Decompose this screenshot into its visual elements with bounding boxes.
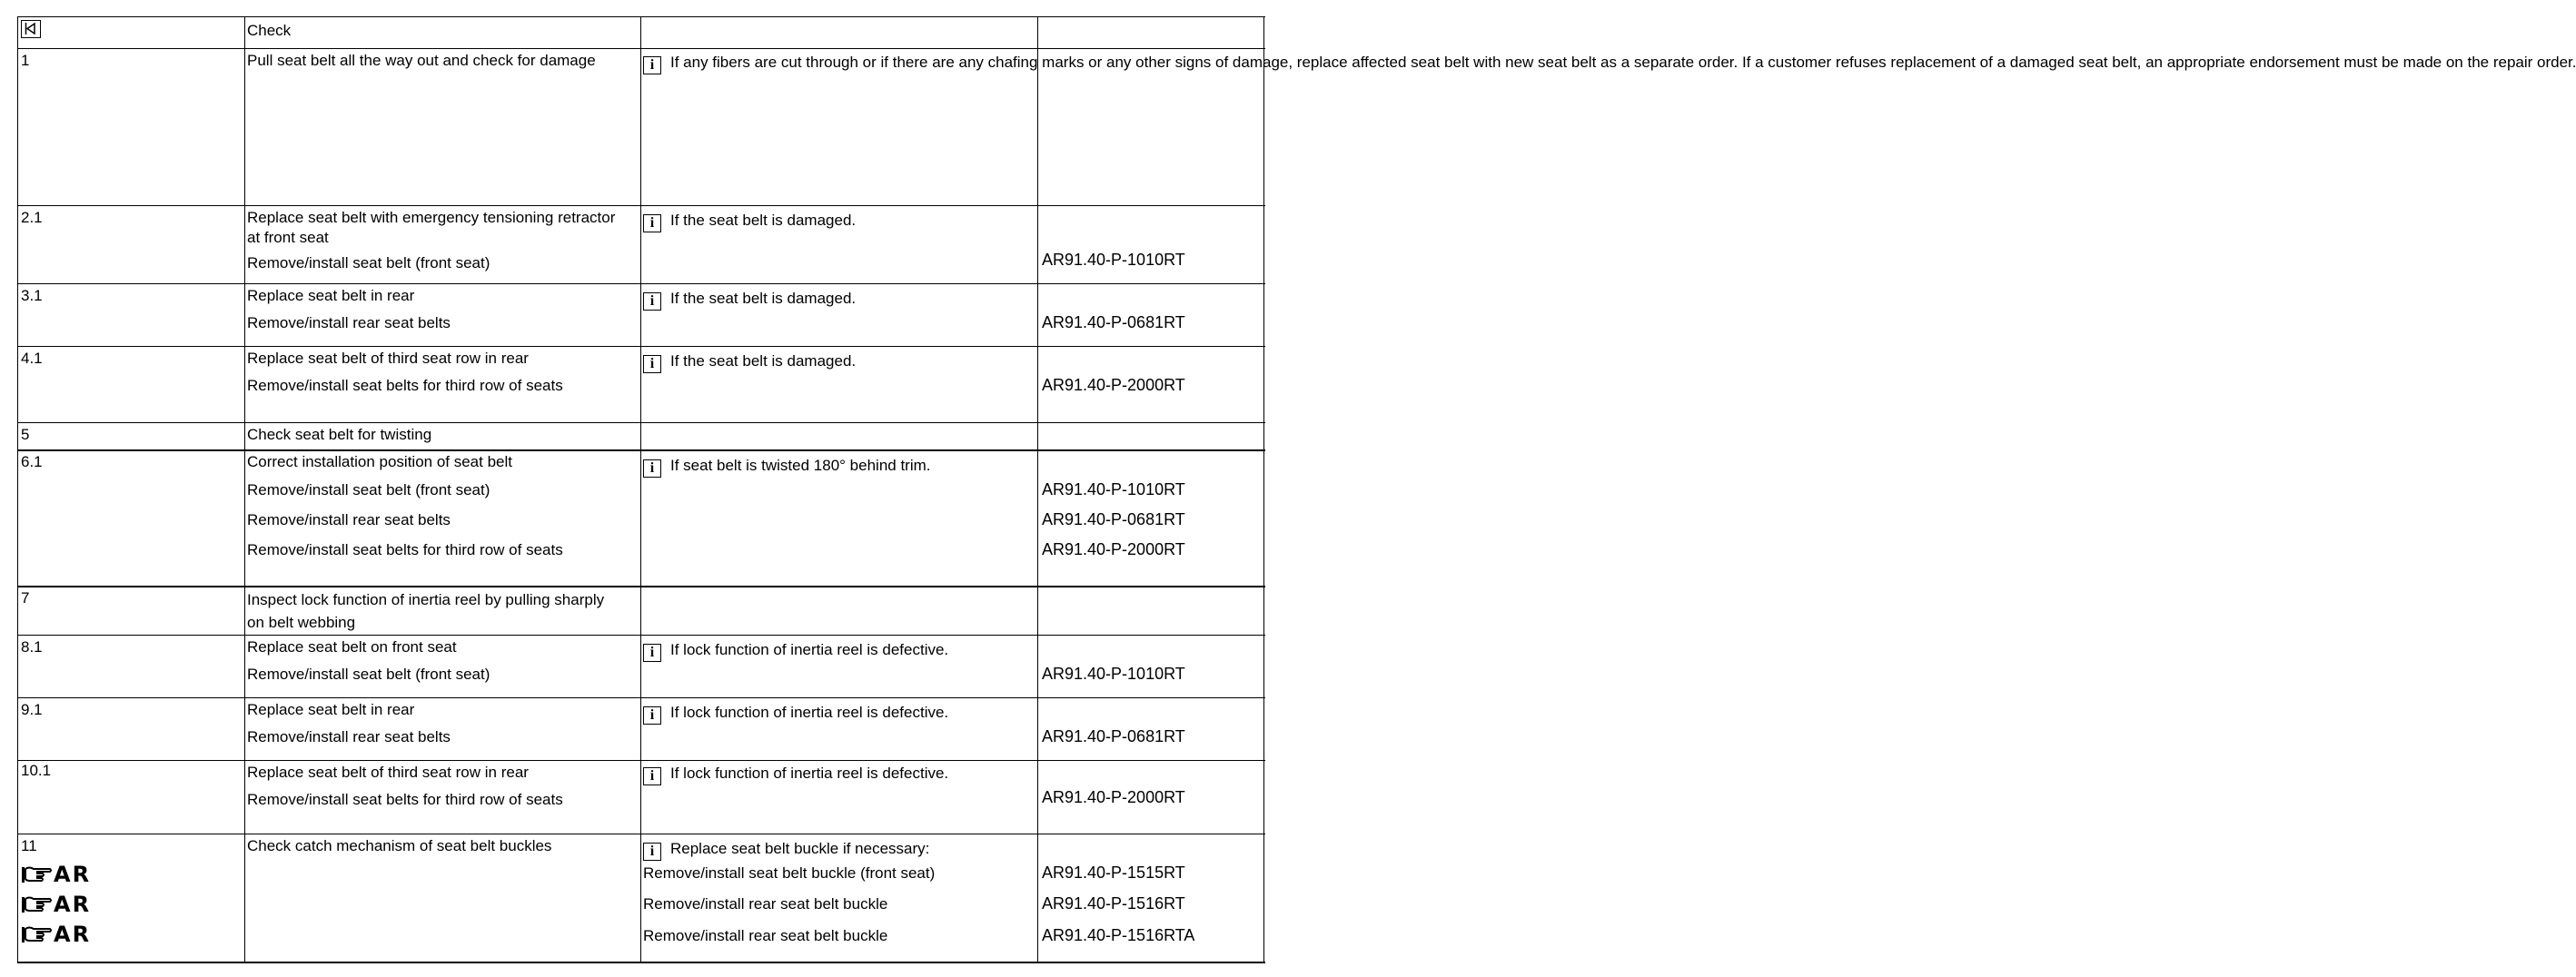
- table-border: [17, 962, 1265, 963]
- ar-reference-link[interactable]: AR91.40-P-0681RT: [1042, 727, 1185, 745]
- row-divider: [17, 697, 1265, 698]
- step-number: 9.1: [21, 701, 43, 718]
- step-text: Replace seat belt of third seat row in rear: [247, 350, 529, 367]
- sub-step-text: Remove/install rear seat belt buckle: [643, 895, 888, 913]
- note-text: Replace seat belt buckle if necessary:: [670, 840, 930, 857]
- step-text: Replace seat belt in rear: [247, 287, 415, 304]
- note-text: If the seat belt is damaged.: [670, 212, 857, 229]
- note-text: If seat belt is twisted 180° behind trim.: [670, 457, 931, 474]
- info-icon: i: [643, 706, 661, 725]
- ar-link[interactable]: [21, 893, 91, 916]
- sub-step-text: Remove/install seat belt buckle (front seat): [643, 864, 936, 882]
- step-number: 7: [21, 589, 30, 607]
- step-text: Check seat belt for twisting: [247, 426, 432, 443]
- row-divider: [17, 283, 1265, 284]
- row-divider: [17, 205, 1265, 206]
- step-number: 4.1: [21, 350, 43, 367]
- row-divider: [17, 16, 1265, 17]
- sub-step-text: Remove/install seat belt (front seat): [247, 254, 490, 271]
- pointing-hand-icon: [21, 864, 52, 884]
- row-divider: [17, 449, 1265, 451]
- note: [643, 53, 2576, 74]
- sub-step-text: Remove/install seat belt (front seat): [247, 666, 490, 683]
- note-text: If the seat belt is damaged.: [670, 352, 857, 370]
- step-text: Replace seat belt in rear: [247, 701, 415, 718]
- ar-label: AR: [54, 892, 92, 917]
- step-number: 1: [21, 52, 30, 69]
- step-text: Pull seat belt all the way out and check for damage: [247, 52, 596, 69]
- note: [643, 839, 929, 861]
- note: [643, 211, 856, 232]
- row-divider: [17, 760, 1265, 761]
- ar-label: AR: [54, 922, 92, 947]
- header-check: Check: [247, 22, 292, 39]
- sub-step-text: Remove/install seat belts for third row of seats: [247, 541, 563, 558]
- sub-step-text: Remove/install seat belt (front seat): [247, 481, 490, 498]
- sub-step-text: Remove/install rear seat belts: [247, 728, 451, 745]
- note: [643, 764, 948, 785]
- info-icon: i: [643, 644, 661, 662]
- sub-step-text: Remove/install seat belts for third row of seats: [247, 377, 563, 394]
- note: [643, 703, 948, 725]
- note-text: If any fibers are cut through or if there are any chafing marks or any other signs of damage, replace affected seat belt with new seat belt as a separate order. If a customer refuses replacement of a damaged seat belt, an appropriate endorsement must be made on the repair order.: [670, 54, 2576, 71]
- note-text: If lock function of inertia reel is defective.: [670, 641, 949, 658]
- ar-reference-link[interactable]: AR91.40-P-2000RT: [1042, 788, 1185, 806]
- step-number: 8.1: [21, 638, 43, 656]
- step-text: Inspect lock function of inertia reel by pulling sharply on belt webbing: [247, 591, 605, 631]
- step-number: 2.1: [21, 209, 43, 226]
- ar-reference-link[interactable]: AR91.40-P-2000RT: [1042, 540, 1185, 558]
- ar-link[interactable]: [21, 863, 91, 886]
- column-divider: [244, 16, 245, 963]
- step-text: Replace seat belt with emergency tensioning retractor at front seat: [247, 209, 616, 246]
- ar-reference-link[interactable]: AR91.40-P-2000RT: [1042, 376, 1185, 394]
- ar-reference-link[interactable]: AR91.40-P-0681RT: [1042, 510, 1185, 528]
- step-number: 11: [21, 837, 37, 854]
- step-text: Check catch mechanism of seat belt buckles: [247, 837, 552, 854]
- back-arrow-icon[interactable]: [21, 20, 41, 38]
- row-divider: [17, 48, 1265, 49]
- ar-label: AR: [54, 862, 92, 887]
- step-text: Replace seat belt on front seat: [247, 638, 457, 656]
- note: [643, 456, 931, 478]
- info-icon: i: [643, 56, 661, 74]
- note: [643, 351, 856, 373]
- row-divider: [17, 346, 1265, 347]
- row-divider: [17, 586, 1265, 587]
- pointing-hand-icon: [21, 924, 52, 944]
- note: [643, 640, 948, 662]
- sub-step-text: Remove/install seat belts for third row of seats: [247, 791, 563, 808]
- table-border: [1263, 16, 1264, 963]
- info-icon: i: [643, 292, 661, 311]
- ar-link[interactable]: [21, 923, 91, 946]
- note: [643, 289, 856, 311]
- pointing-hand-icon: [21, 894, 52, 914]
- ar-reference-link[interactable]: AR91.40-P-1516RTA: [1042, 926, 1195, 944]
- step-number: 6.1: [21, 453, 43, 470]
- step-number: 10.1: [21, 762, 52, 779]
- step-text: Replace seat belt of third seat row in rear: [247, 764, 529, 781]
- ar-reference-link[interactable]: AR91.40-P-1515RT: [1042, 864, 1185, 882]
- info-icon: i: [643, 767, 661, 785]
- ar-reference-link[interactable]: AR91.40-P-1010RT: [1042, 251, 1185, 269]
- ar-reference-link[interactable]: AR91.40-P-1010RT: [1042, 480, 1185, 498]
- note-text: If lock function of inertia reel is defective.: [670, 765, 949, 782]
- column-divider: [1037, 16, 1038, 963]
- row-divider: [17, 422, 1265, 423]
- note-text: If lock function of inertia reel is defective.: [670, 704, 949, 721]
- info-icon: i: [643, 843, 661, 861]
- maintenance-table: [17, 16, 2576, 963]
- ar-reference-link[interactable]: AR91.40-P-1516RT: [1042, 894, 1185, 913]
- sub-step-text: Remove/install rear seat belts: [247, 314, 451, 331]
- ar-reference-link[interactable]: AR91.40-P-1010RT: [1042, 665, 1185, 683]
- table-border: [17, 16, 18, 963]
- column-divider: [640, 16, 641, 963]
- row-divider: [17, 635, 1265, 636]
- info-icon: i: [643, 459, 661, 478]
- step-number: 3.1: [21, 287, 43, 304]
- sub-step-text: Remove/install rear seat belts: [247, 511, 451, 528]
- info-icon: i: [643, 214, 661, 232]
- step-number: 5: [21, 426, 30, 443]
- info-icon: i: [643, 355, 661, 373]
- note-text: If the seat belt is damaged.: [670, 290, 857, 307]
- step-text: Correct installation position of seat belt: [247, 453, 512, 470]
- ar-reference-link[interactable]: AR91.40-P-0681RT: [1042, 313, 1185, 331]
- sub-step-text: Remove/install rear seat belt buckle: [643, 927, 888, 944]
